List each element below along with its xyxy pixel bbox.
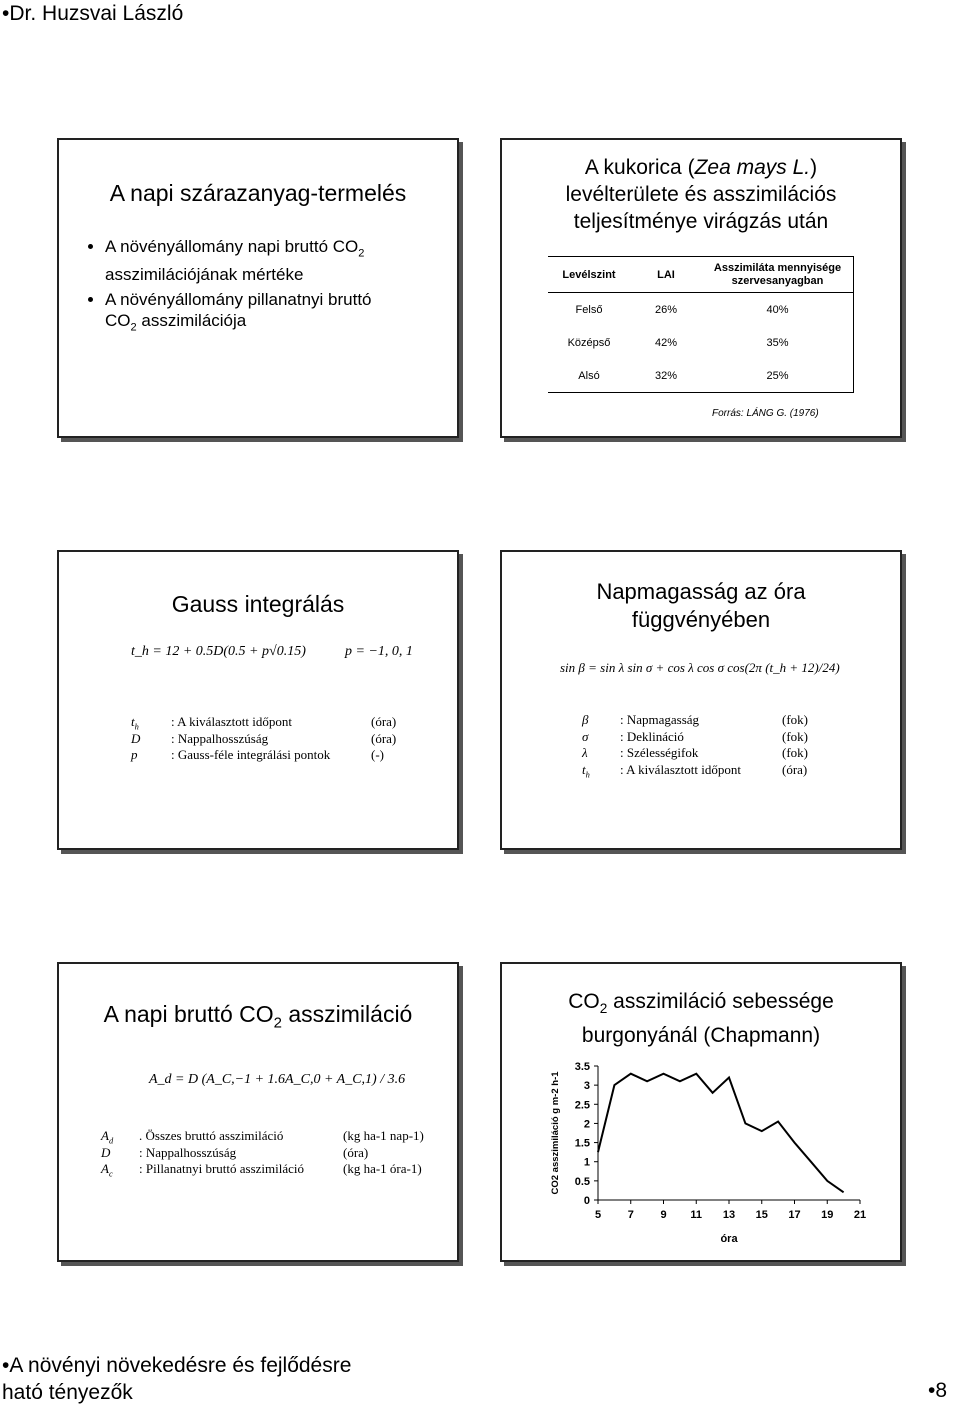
definition-text: : Szélességifok (620, 745, 699, 760)
y-tick-label: 3 (583, 1080, 590, 1093)
definition-text: : Gauss-féle integrálási pontok (171, 747, 331, 762)
table-header: Levélszint (548, 257, 630, 293)
definition-unit: (kg ha-1 nap-1) (343, 1128, 424, 1143)
definition-row (101, 1128, 457, 1145)
definition-row (131, 731, 451, 748)
definition-unit: (óra) (371, 730, 397, 746)
definition-row (582, 729, 892, 746)
definition-unit: (fok) (782, 745, 808, 760)
x-tick-label: 13 (722, 1209, 736, 1221)
definition-row (101, 1145, 457, 1162)
definition-text: : Nappalhosszúság (139, 1144, 237, 1160)
source-note: Forrás: LÁNG G. (1976) (712, 408, 819, 419)
slide-title: Gauss integrálás (171, 591, 345, 617)
table-row: Középső 42% 35% (548, 326, 854, 359)
definition-unit: (fok) (782, 728, 808, 744)
author-name: Dr. Huzsvai László (9, 2, 184, 25)
definition-list (131, 714, 451, 764)
table-header: LAI (630, 257, 702, 293)
page-number: •8 (928, 1379, 948, 1402)
definition-symbol: λ (582, 745, 588, 760)
slide-title: Napmagasság az óra függvényében (596, 579, 806, 632)
slide-title: A napi bruttó $CO_2$ asszimiláció (103, 1001, 413, 1032)
co2-assimilation-chart (538, 1056, 878, 1256)
slide-maize-lai (500, 138, 902, 438)
definition-unit: (óra) (343, 1144, 369, 1160)
y-axis-label: CO2 asszimiláció g m-2 h-1 (550, 1071, 561, 1195)
slide-title: A napi szárazanyag-termelés (109, 180, 407, 206)
slide-title: $CO_2$ asszimiláció sebessége burgonyánál (Chapmann) (568, 990, 834, 1048)
definition-symbol: $A_c$ (101, 1161, 113, 1179)
x-tick-label: 9 (660, 1209, 667, 1221)
formula-gauss: t_h = 12 + 0.5D(0.5 + p√0.15) (131, 644, 306, 659)
definition-text: . Összes bruttó asszimiláció (139, 1128, 284, 1143)
slide-daily-co2-assimilation (57, 962, 459, 1262)
definition-unit: (fok) (782, 712, 808, 727)
definition-text: : Napmagasság (620, 712, 700, 727)
footer-title-line2: ható tényezők (2, 1381, 133, 1404)
definition-symbol: β (582, 712, 589, 727)
bullet-dot: • (928, 1379, 936, 1402)
definition-text: : Deklináció (620, 728, 684, 744)
definition-row (131, 714, 451, 731)
definition-symbol: $A_d$ (101, 1128, 114, 1146)
bullet-dot: • (2, 1354, 10, 1377)
y-tick-label: 0 (583, 1195, 590, 1207)
bullet-list (83, 236, 465, 343)
y-tick-label: 2.5 (574, 1099, 590, 1112)
footer-title-line1: A növényi növekedésre és fejlődésre (9, 1354, 352, 1377)
definition-unit: (kg ha-1 óra-1) (343, 1161, 422, 1176)
lai-table (548, 256, 854, 393)
table-header-row (548, 257, 854, 293)
y-tick-label: 0.5 (574, 1175, 590, 1188)
page-footer-title (2, 1352, 351, 1406)
bullet-dot: • (2, 2, 10, 25)
slide-sun-elevation (500, 550, 902, 850)
table-header: Asszimiláta mennyisége szervesanyagban (702, 257, 854, 293)
definition-symbol: p (131, 747, 138, 762)
formula-sun-elevation: sin β = sin λ sin σ + cos λ cos σ cos(2π (t_h + 12)/24) (560, 660, 840, 675)
bullet-item: • A növényállomány napi bruttó $CO_2$ asszimilációjának mértéke (105, 236, 465, 285)
definition-row (582, 745, 892, 762)
y-tick-label: 2 (583, 1118, 590, 1131)
formula-p-values: p = −1, 0, 1 (345, 644, 413, 659)
x-tick-label: 11 (690, 1209, 703, 1221)
definition-row (131, 747, 451, 764)
series-line (598, 1074, 844, 1193)
slide-title: A kukorica (Zea mays L.) levélterülete és asszimilációs teljesítménye virágzás után (565, 156, 837, 233)
definition-unit: (-) (371, 747, 384, 762)
x-tick-label: 17 (788, 1209, 801, 1221)
definition-text: : Nappalhosszúság (171, 730, 269, 746)
formula-daily-assimilation: A_d = D (A_C,−1 + 1.6A_C,0 + A_C,1) / 3.6 (149, 1072, 406, 1087)
definition-text: : A kiválasztott időpont (171, 714, 292, 729)
page-header (2, 2, 183, 26)
definition-row (582, 712, 892, 729)
definition-unit: (óra) (782, 761, 808, 777)
y-tick-label: 1 (583, 1156, 590, 1169)
definition-symbol: $t_h$ (131, 714, 139, 732)
x-tick-label: 7 (627, 1209, 634, 1221)
y-tick-label: 1.5 (574, 1137, 590, 1150)
slide-daily-dry-matter (57, 138, 459, 438)
x-tick-label: 15 (755, 1209, 768, 1221)
definition-symbol: $t_h$ (582, 761, 590, 780)
slide-potato-co2-chart (500, 962, 902, 1262)
definition-row (101, 1161, 457, 1178)
definition-row (582, 762, 892, 779)
x-tick-label: 19 (821, 1209, 834, 1221)
bullet-item: • A növényállomány pillanatnyi bruttó $CO_2$ asszimilációja (105, 289, 465, 338)
y-tick-label: 3.5 (574, 1061, 590, 1073)
definition-unit: (óra) (371, 714, 397, 729)
table-row: Felső 26% 40% (548, 293, 854, 327)
slide-gauss-integration (57, 550, 459, 850)
definition-list (101, 1128, 457, 1178)
definition-text: : A kiválasztott időpont (620, 761, 741, 777)
definition-symbol: D (131, 730, 141, 746)
table-row: Alsó 32% 25% (548, 359, 854, 393)
definition-list (582, 712, 892, 778)
definition-symbol: D (101, 1144, 111, 1160)
definition-text: : Pillanatnyi bruttó asszimiláció (139, 1161, 305, 1176)
definition-symbol: σ (582, 728, 589, 744)
x-tick-label: 21 (853, 1209, 867, 1221)
x-axis-label: óra (720, 1233, 738, 1245)
x-tick-label: 5 (594, 1209, 602, 1221)
